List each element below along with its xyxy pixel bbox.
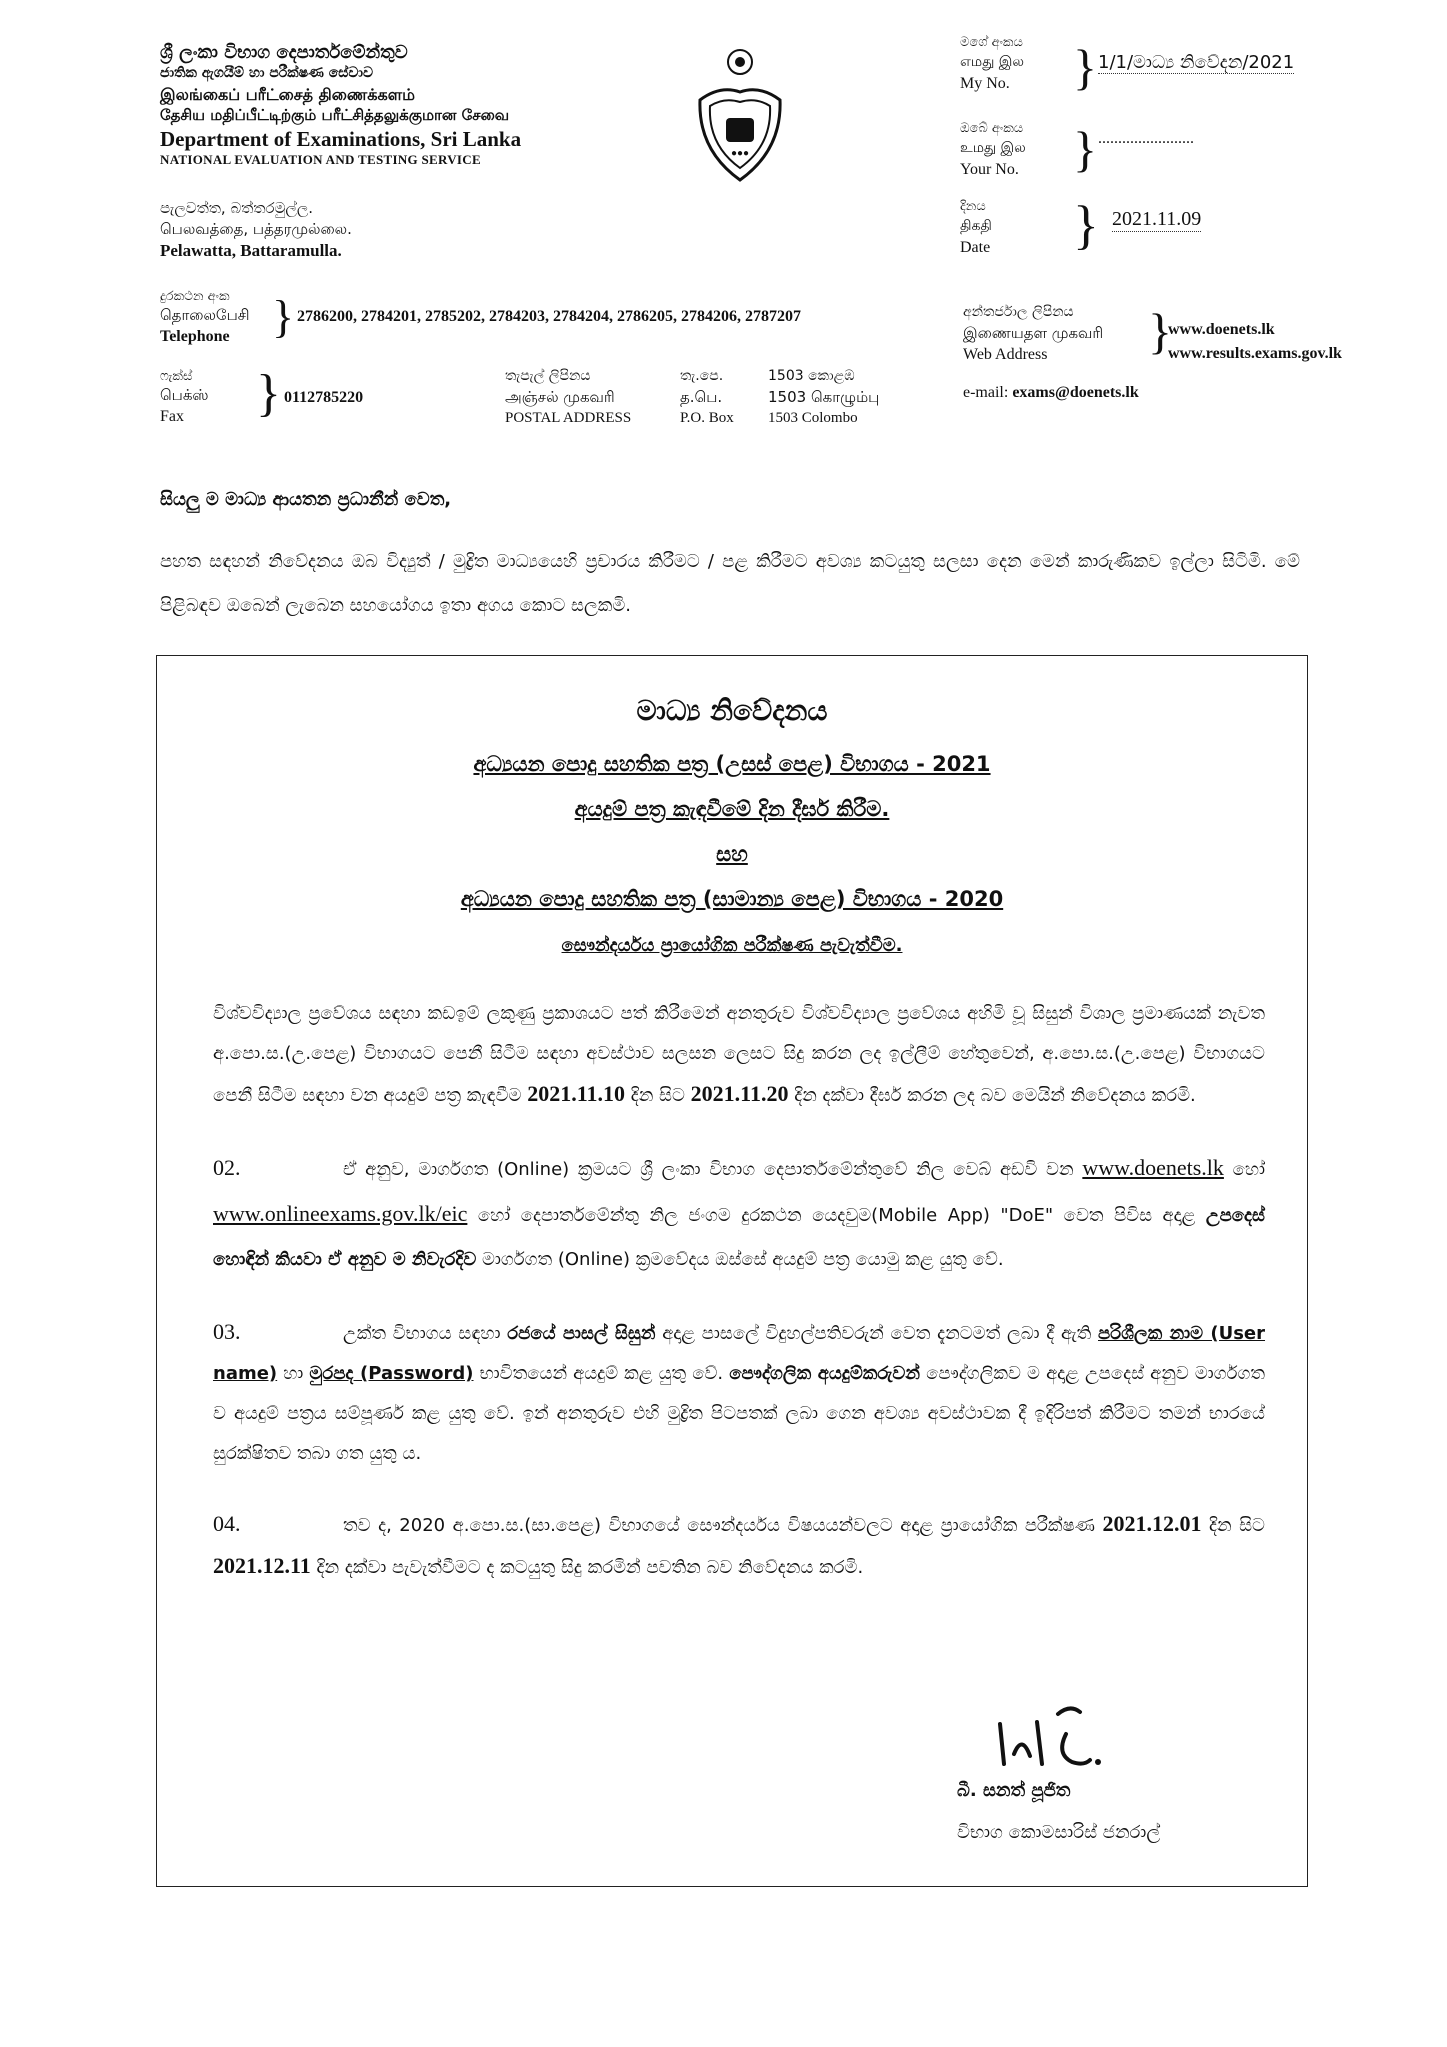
web-address-2[interactable]: www.results.exams.gov.lk <box>1168 345 1342 362</box>
postal-label-ta: அஞ்சல் முகவரி <box>505 388 615 406</box>
heading-application-extension: අයදුම් පත්‍ර කැඳවීමේ දින දීර්ඝ කිරීම. <box>574 797 890 821</box>
signer-title: විභාග කොමසාරිස් ජනරාල් <box>957 1822 1161 1843</box>
tel-brace: } <box>272 291 295 342</box>
heading-al-2021: අධ්‍යයන පොදු සහතික පත්‍ර (උසස් පෙළ) විභාගය - 2021 <box>473 752 991 776</box>
pobox-val-ta: 1503 கொழும்பு <box>768 388 880 406</box>
date-labels <box>960 198 992 258</box>
tel-label-si: දුරකථන අංක <box>160 289 230 304</box>
p1-text-a: විශ්වවිද්‍යාල ප්‍රවේශය සඳහා කඩඉම් ලකුණු ප්‍රකාශයට පත් කිරීමෙන් අනතුරුව විශ්වවිද්‍යාල ප්‍රවේශය අහිමි වූ සිසුන් විශාල ප්‍රමාණයක් නැවත අ.පො.ස.(උ.පෙළ) විභාගයට පෙනී සිටීම සඳහා අවස්ථාව සලසන ලෙසට සිදු කරන ලද ඉල්ලීම් හේතුවෙන්, අ.පො.ස.(උ.පෙළ) විභාගයට පෙනී සිටීම සඳහා වන අයදුම් පත්‍ර කැඳවීම <box>213 1003 1265 1106</box>
fax-label-si: ෆැක්ස් <box>160 369 193 384</box>
p3-text-d: භාවිතයෙන් අයදුම් කළ යුතු වේ. <box>479 1363 724 1384</box>
your-no-en: Your No. <box>960 161 1019 178</box>
p4-text-a: තව ද, 2020 අ.පො.ස.(සා.පෙළ) විභාගයේ සෞන්දර්යය විෂයයන්වලට අදාළ ප්‍රායෝගික පරීක්ෂණ <box>343 1515 1095 1536</box>
your-no-ta: உமது இல <box>960 140 1026 156</box>
pobox-val-si: 1503 කොළඹ <box>768 368 855 384</box>
postal-label-si: තැපැල් ලිපිනය <box>505 368 591 384</box>
p1-date-to: 2021.11.20 <box>690 1081 789 1106</box>
email-line <box>963 384 1139 402</box>
p2-text-a: ඒ අනුව, මාර්ගගත (Online) ක්‍රමයට ශ්‍රී ලංකා විභාග දෙපාර්තමේන්තුවේ නිල වෙබ් අඩවි වන <box>343 1159 1074 1180</box>
your-no-value: ........................ <box>1098 130 1194 147</box>
p2-link-doenets[interactable]: www.doenets.lk <box>1082 1155 1224 1180</box>
heading-and: සහ <box>716 842 748 866</box>
p4-date-to: 2021.12.11 <box>213 1553 311 1578</box>
web-addresses <box>1168 318 1342 366</box>
p3-bold-private-applicants: පෞද්ගලික අයදුම්කරුවන් <box>729 1363 920 1384</box>
email-label: e-mail: <box>963 384 1009 401</box>
my-no-brace: } <box>1073 39 1097 95</box>
dept-name-ta: இலங்கைப் பரீட்சைத் திணைக்களம் <box>160 85 415 104</box>
web-si: අන්තර්ජාල ලිපිනය <box>963 304 1074 320</box>
salutation: සියලු ම මාධ්‍ය ආයතන ප්‍රධානීන් වෙත, <box>160 489 452 510</box>
notice-headings <box>157 742 1307 968</box>
email-address[interactable]: exams@doenets.lk <box>1012 384 1139 401</box>
p1-text-c: දින දක්වා දීර්ඝ කරන ලද බව මෙයින් නිවේදනය කරමි. <box>794 1085 1196 1106</box>
tel-numbers: 2786200, 2784201, 2785202, 2784203, 2784204, 2786205, 2784206, 2787207 <box>297 308 801 325</box>
p2-link-onlineexams[interactable]: www.onlineexams.gov.lk/eic <box>213 1201 468 1226</box>
fax-brace: } <box>256 365 281 422</box>
p3-text-e: පෞද්ගලිකව ම අදාළ උපදෙස් අනුව මාර්ගගත ව අයදුම් පත්‍රය සම්පූර්ණ කළ යුතු වේ. ඉන් අනතුරුව එහි මුද්‍රිත පිටපතක් ලබා ගෙන අවශ්‍ය අවස්ථාවක දී ඉදිරිපත් කිරීමට තමන් භාරයේ සුරක්ෂිතව තබා ගත යුතු ය. <box>213 1363 1265 1464</box>
p2-bold-instructions: උපදෙස් හොඳින් කියවා ඒ අනුව ම නිවැරදිව <box>213 1205 1265 1270</box>
heading-aesthetic-practical: සෞන්දර්යය ප්‍රායෝගික පරීක්ෂණ පැවැත්වීම. <box>561 935 903 956</box>
p2-text-c: හෝ දෙපාර්තමේන්තු නිල ජංගම දුරකථන යෙදවුම(Mobile App) "DoE" වෙත පිවිස අදාළ <box>477 1205 1196 1226</box>
p3-password: මුරපද (Password) <box>309 1363 474 1384</box>
web-ta: இணையதள முகவரி <box>963 324 1104 342</box>
p3-text-b: අදාළ පාසලේ විදුහල්පතිවරුන් වෙත දැනටමත් ලබා දී ඇති <box>662 1323 1092 1344</box>
fax-number: 0112785220 <box>284 389 364 406</box>
pobox-si: තැ.පෙ. <box>680 368 724 384</box>
date-en: Date <box>960 239 991 256</box>
pobox-values <box>768 366 879 429</box>
your-no-si: ඔබේ අංකය <box>960 121 1024 136</box>
service-name-en: NATIONAL EVALUATION AND TESTING SERVICE <box>160 152 481 167</box>
fax-label-en: Fax <box>160 408 184 425</box>
my-no-labels <box>960 34 1024 94</box>
signature <box>992 1694 1112 1774</box>
my-no-value: 1/1/මාධ්‍ය නිවේදන/2021 <box>1098 52 1295 73</box>
date-value: 2021.11.09 <box>1112 208 1202 230</box>
my-no-si: මගේ අංකය <box>960 35 1023 50</box>
letterhead-left <box>160 42 680 168</box>
pobox-ta: த.பெ. <box>680 388 723 406</box>
svg-text:●●●: ●●● <box>730 148 750 159</box>
p3-username: පරිශීලක නාම (User name) <box>213 1323 1266 1384</box>
fax-label-ta: பெக்ஸ் <box>160 386 209 404</box>
signer-name: බී. සනත් පූජිත <box>957 1780 1071 1801</box>
service-name-ta: தேசிய மதிப்பீட்டிற்கும் பரீட்சித்தலுக்குமான சேவை <box>160 106 510 124</box>
media-notice-box <box>156 655 1308 1887</box>
date-ta: திகதி <box>960 218 992 234</box>
p1-date-from: 2021.11.10 <box>527 1081 625 1106</box>
p2-text-d: මාර්ගගත (Online) ක්‍රමවේදය ඔස්සේ අයදුම් පත්‍ර යොමු කළ යුතු වේ. <box>482 1249 1004 1270</box>
p3-text-c: හා <box>283 1363 304 1384</box>
fax-labels <box>160 368 209 427</box>
intro-request: පහත සඳහන් නිවේදනය ඔබ විද්‍යුත් / මුද්‍රිත මාධ්‍යයෙහි ප්‍රචාරය කිරීමට / පළ කිරීමට අවශ්‍ය කටයුතු සලසා දෙන මෙන් කාරුණිකව ඉල්ලා සිටිමි. මේ පිළිබඳව ඔබෙන් ලැබෙන සහයෝගය ඉතා අගය කොට සලකමි. <box>160 551 1300 616</box>
p4-number: 04. <box>213 1511 241 1536</box>
paragraph-2 <box>213 1146 1265 1282</box>
web-brace: } <box>1148 303 1172 359</box>
heading-ol-2020: අධ්‍යයන පොදු සහතික පත්‍ර (සාමාන්‍ය පෙළ) විභාගය - 2020 <box>460 887 1004 911</box>
date-brace: } <box>1073 195 1099 255</box>
sri-lanka-emblem <box>690 40 790 190</box>
postal-label-en: POSTAL ADDRESS <box>505 410 632 426</box>
address-en: Pelawatta, Battaramulla. <box>160 241 342 260</box>
p3-text-a: උක්ත විභාගය සඳහා <box>343 1323 501 1344</box>
web-address-1[interactable]: www.doenets.lk <box>1168 321 1275 338</box>
pobox-en: P.O. Box <box>680 410 734 426</box>
web-labels <box>963 302 1103 365</box>
address-si: පැලවත්ත, බත්තරමුල්ල. <box>160 199 314 217</box>
pobox-labels <box>680 366 734 429</box>
dept-name-si: ශ්‍රී ලංකා විභාග දෙපාර්තමේන්තුව <box>160 42 408 63</box>
p3-bold-govt-students: රජයේ පාසල් සිසුන් <box>507 1323 656 1344</box>
notice-title: මාධ්‍ය නිවේදනය <box>636 694 828 727</box>
p2-text-b: හෝ <box>1232 1159 1265 1180</box>
my-no-ta: எமது இல <box>960 54 1025 70</box>
tel-label-en: Telephone <box>160 328 230 345</box>
p2-number: 02. <box>213 1155 241 1180</box>
p4-date-from: 2021.12.01 <box>1102 1511 1202 1536</box>
paragraph-4 <box>213 1504 1265 1588</box>
p3-number: 03. <box>213 1319 241 1344</box>
paragraph-1 <box>213 994 1265 1116</box>
address-block <box>160 198 520 261</box>
dept-name-en: Department of Examinations, Sri Lanka <box>160 127 522 151</box>
paragraph-3 <box>213 1312 1265 1474</box>
postal-labels <box>505 366 631 429</box>
address-ta: பெலவத்தை, பத்தரமுல்லை. <box>160 220 352 238</box>
telephone-labels <box>160 288 250 347</box>
your-no-labels <box>960 120 1026 180</box>
web-en: Web Address <box>963 346 1048 363</box>
p1-text-b: දින සිට <box>630 1085 685 1106</box>
service-name-si: ජාතික ඇගයීම් හා පරීක්ෂණ සේවාව <box>160 65 374 81</box>
p4-text-c: දින දක්වා පැවැත්වීමට ද කටයුතු සිදු කරමින් පවතින බව නිවේදනය කරමි. <box>316 1557 864 1578</box>
tel-label-ta: தொலைபேசி <box>160 306 250 324</box>
p4-text-b: දින සිට <box>1208 1515 1265 1536</box>
date-si: දිනය <box>960 199 986 214</box>
pobox-val-en: 1503 Colombo <box>768 410 858 426</box>
your-no-brace: } <box>1073 121 1097 177</box>
my-no-en: My No. <box>960 75 1010 92</box>
